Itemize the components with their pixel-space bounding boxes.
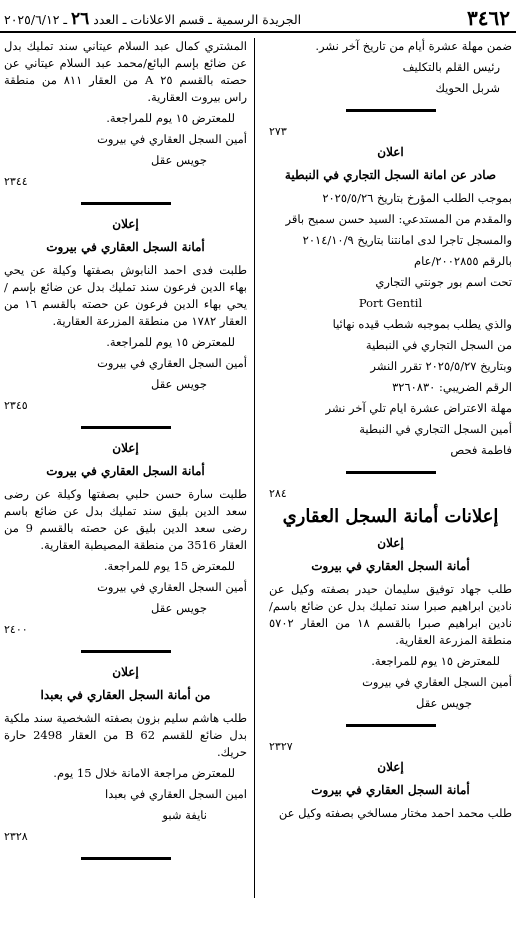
separator [269, 465, 512, 479]
notice-heading: من أمانة السجل العقاري في بعبدا [40, 688, 211, 702]
page-header [0, 0, 516, 34]
section-title: إعلانات أمانة السجل العقاري [282, 506, 499, 527]
notice-body: طلب جهاد توفيق سليمان حيدر بصفته وكيل عن نادين ابراهيم صبرا سند تمليك بدل عن ضائع باسم/ نادين ابراهيم صبرا بالقسم ١٨ من العقار ٥٧٠٢ منطقة المزرعة العقارية. [269, 582, 512, 647]
notice-line: الرقم الضريبي: ٣٢٦٠٨٣٠ [392, 380, 512, 394]
notice-line: بموجب الطلب المؤرخ بتاريخ ٢٠٢٥/٥/٢٦ [322, 191, 512, 205]
notice-line: وبتاريخ ٢٠٢٥/٥/٢٧ تقرر النشر [370, 359, 512, 373]
signer-name: جويس عقل [151, 377, 207, 391]
objection-note: للمعترض ١٥ يوم للمراجعة. [371, 654, 500, 668]
signer-title: امين السجل العقاري في بعبدا [105, 787, 247, 801]
header-rule [0, 31, 516, 33]
notice-label: إعلان [112, 441, 139, 455]
intro-line: شربل الحويك [435, 81, 500, 95]
notice-label: إعلان [377, 760, 404, 774]
notice-line: والمسجل تاجرا لدى امانتنا بتاريخ ٢٠١٤/١٠/٩ [302, 233, 512, 247]
right-column [269, 38, 512, 826]
notice-body: طلب هاشم سليم بزون بصفته الشخصية سند ملكية بدل ضائع للقسم B 62 من العقار 2498 حارة حريك. [4, 711, 247, 759]
notice-body: طلبت سارة حسن حلبي بصفتها وكيلة عن رضى سعد الدين بليق سند تمليك بدل عن ضائع باسم رضى سعد الدين بليق عن حصته بالقسم 9 من العقار 3516 من منطقة المصيطبة العقارية. [4, 487, 247, 552]
intro-line: ضمن مهلة عشرة أيام من تاريخ آخر نشر. [315, 39, 512, 53]
notice-line: أمين السجل التجاري في النبطية [359, 422, 512, 436]
notice-body: المشتري كمال عبد السلام عيتاني سند تمليك بدل عن ضائع بإسم البائع/محمد عبد السلام عيتاني عن حصته بالقسم ٢٥ A من العقار ٨١١ من منطقة راس بيروت العقارية. [4, 39, 247, 104]
signer-title: أمين السجل العقاري في بيروت [362, 675, 512, 689]
separator [4, 851, 247, 865]
notice-number: ٢٣٤٥ [4, 399, 28, 412]
notice-line: Port Gentil [358, 296, 423, 310]
notice-line: مهلة الاعتراض عشرة ايام تلي آخر نشر [325, 401, 512, 415]
separator [269, 103, 512, 117]
notice-body: طلب محمد احمد مختار مسالخي بصفته وكيل عن [278, 806, 512, 820]
notice-label: إعلان [112, 665, 139, 679]
signer-name: جويس عقل [416, 696, 472, 710]
notice-heading: أمانة السجل العقاري في بيروت [46, 240, 205, 254]
objection-note: للمعترض مراجعة الامانة خلال 15 يوم. [53, 766, 235, 780]
notice-number: ٢٤٠٠ [4, 623, 28, 636]
notice-body: طلبت فدى احمد النابوش بصفتها وكيلة عن يحي بهاء الدين فرعون سند تمليك بدل عن ضائع بإسم / يحي بهاء الدين فرعون عن حصته بالقسم ١٦ من العقار ١٧٨٢ من منطقة المزرعة العقارية. [4, 263, 247, 328]
notice-heading: أمانة السجل العقاري في بيروت [311, 559, 470, 573]
notice-line: والذي يطلب بموجبه شطب قيده نهائيا [332, 317, 512, 331]
signer-title: أمين السجل العقاري في بيروت [97, 580, 247, 594]
separator [4, 644, 247, 658]
intro-line: رئيس القلم بالتكليف [402, 60, 500, 74]
issue-number: ٢٦ [71, 9, 90, 29]
separator [4, 196, 247, 210]
objection-note: للمعترض 15 يوم للمراجعة. [103, 559, 235, 573]
separator [4, 420, 247, 434]
notice-number: ٢٣٢٨ [4, 830, 28, 843]
signer-name: نايفة شبو [162, 808, 207, 822]
page-number: ٣٤٦٢ [467, 6, 510, 30]
header-date: ـ ٢٠٢٥/٦/١٢ [4, 12, 68, 27]
notice-number: ٢٣٢٧ [269, 740, 293, 753]
notice-heading: أمانة السجل العقاري في بيروت [46, 464, 205, 478]
notice-line: تحت اسم بور جونتي التجاري [375, 275, 512, 289]
signer-title: أمين السجل العقاري في بيروت [97, 132, 247, 146]
header-title [4, 9, 301, 29]
notice-line: والمقدم من المستدعي: السيد حسن سميح باقر [285, 212, 512, 226]
objection-note: للمعترض ١٥ يوم للمراجعة. [106, 111, 235, 125]
notice-line: فاطمة فحص [450, 443, 512, 457]
separator [269, 718, 512, 732]
notice-number: ٢٨٤ [269, 487, 287, 500]
notice-label: إعلان [377, 536, 404, 550]
notice-heading: صادر عن امانة السجل التجاري في النبطية [284, 168, 497, 182]
notice-number: ٢٣٤٤ [4, 175, 28, 188]
notice-number: ٢٧٣ [269, 125, 287, 138]
notice-heading: أمانة السجل العقاري في بيروت [311, 783, 470, 797]
notice-label: إعلان [112, 217, 139, 231]
notice-line: من السجل التجاري في النبطية [365, 338, 512, 352]
objection-note: للمعترض ١٥ يوم للمراجعة. [106, 335, 235, 349]
signer-name: جويس عقل [151, 601, 207, 615]
notice-label: اعلان [377, 145, 404, 159]
notice-line: بالرقم ٢٠٠٢٨٥٥/عام [414, 254, 512, 268]
signer-title: أمين السجل العقاري في بيروت [97, 356, 247, 370]
signer-name: جويس عقل [151, 153, 207, 167]
left-column [4, 38, 247, 871]
column-divider [254, 38, 255, 898]
header-title-prefix: الجريدة الرسمية ـ قسم الاعلانات ـ العدد [93, 12, 302, 27]
